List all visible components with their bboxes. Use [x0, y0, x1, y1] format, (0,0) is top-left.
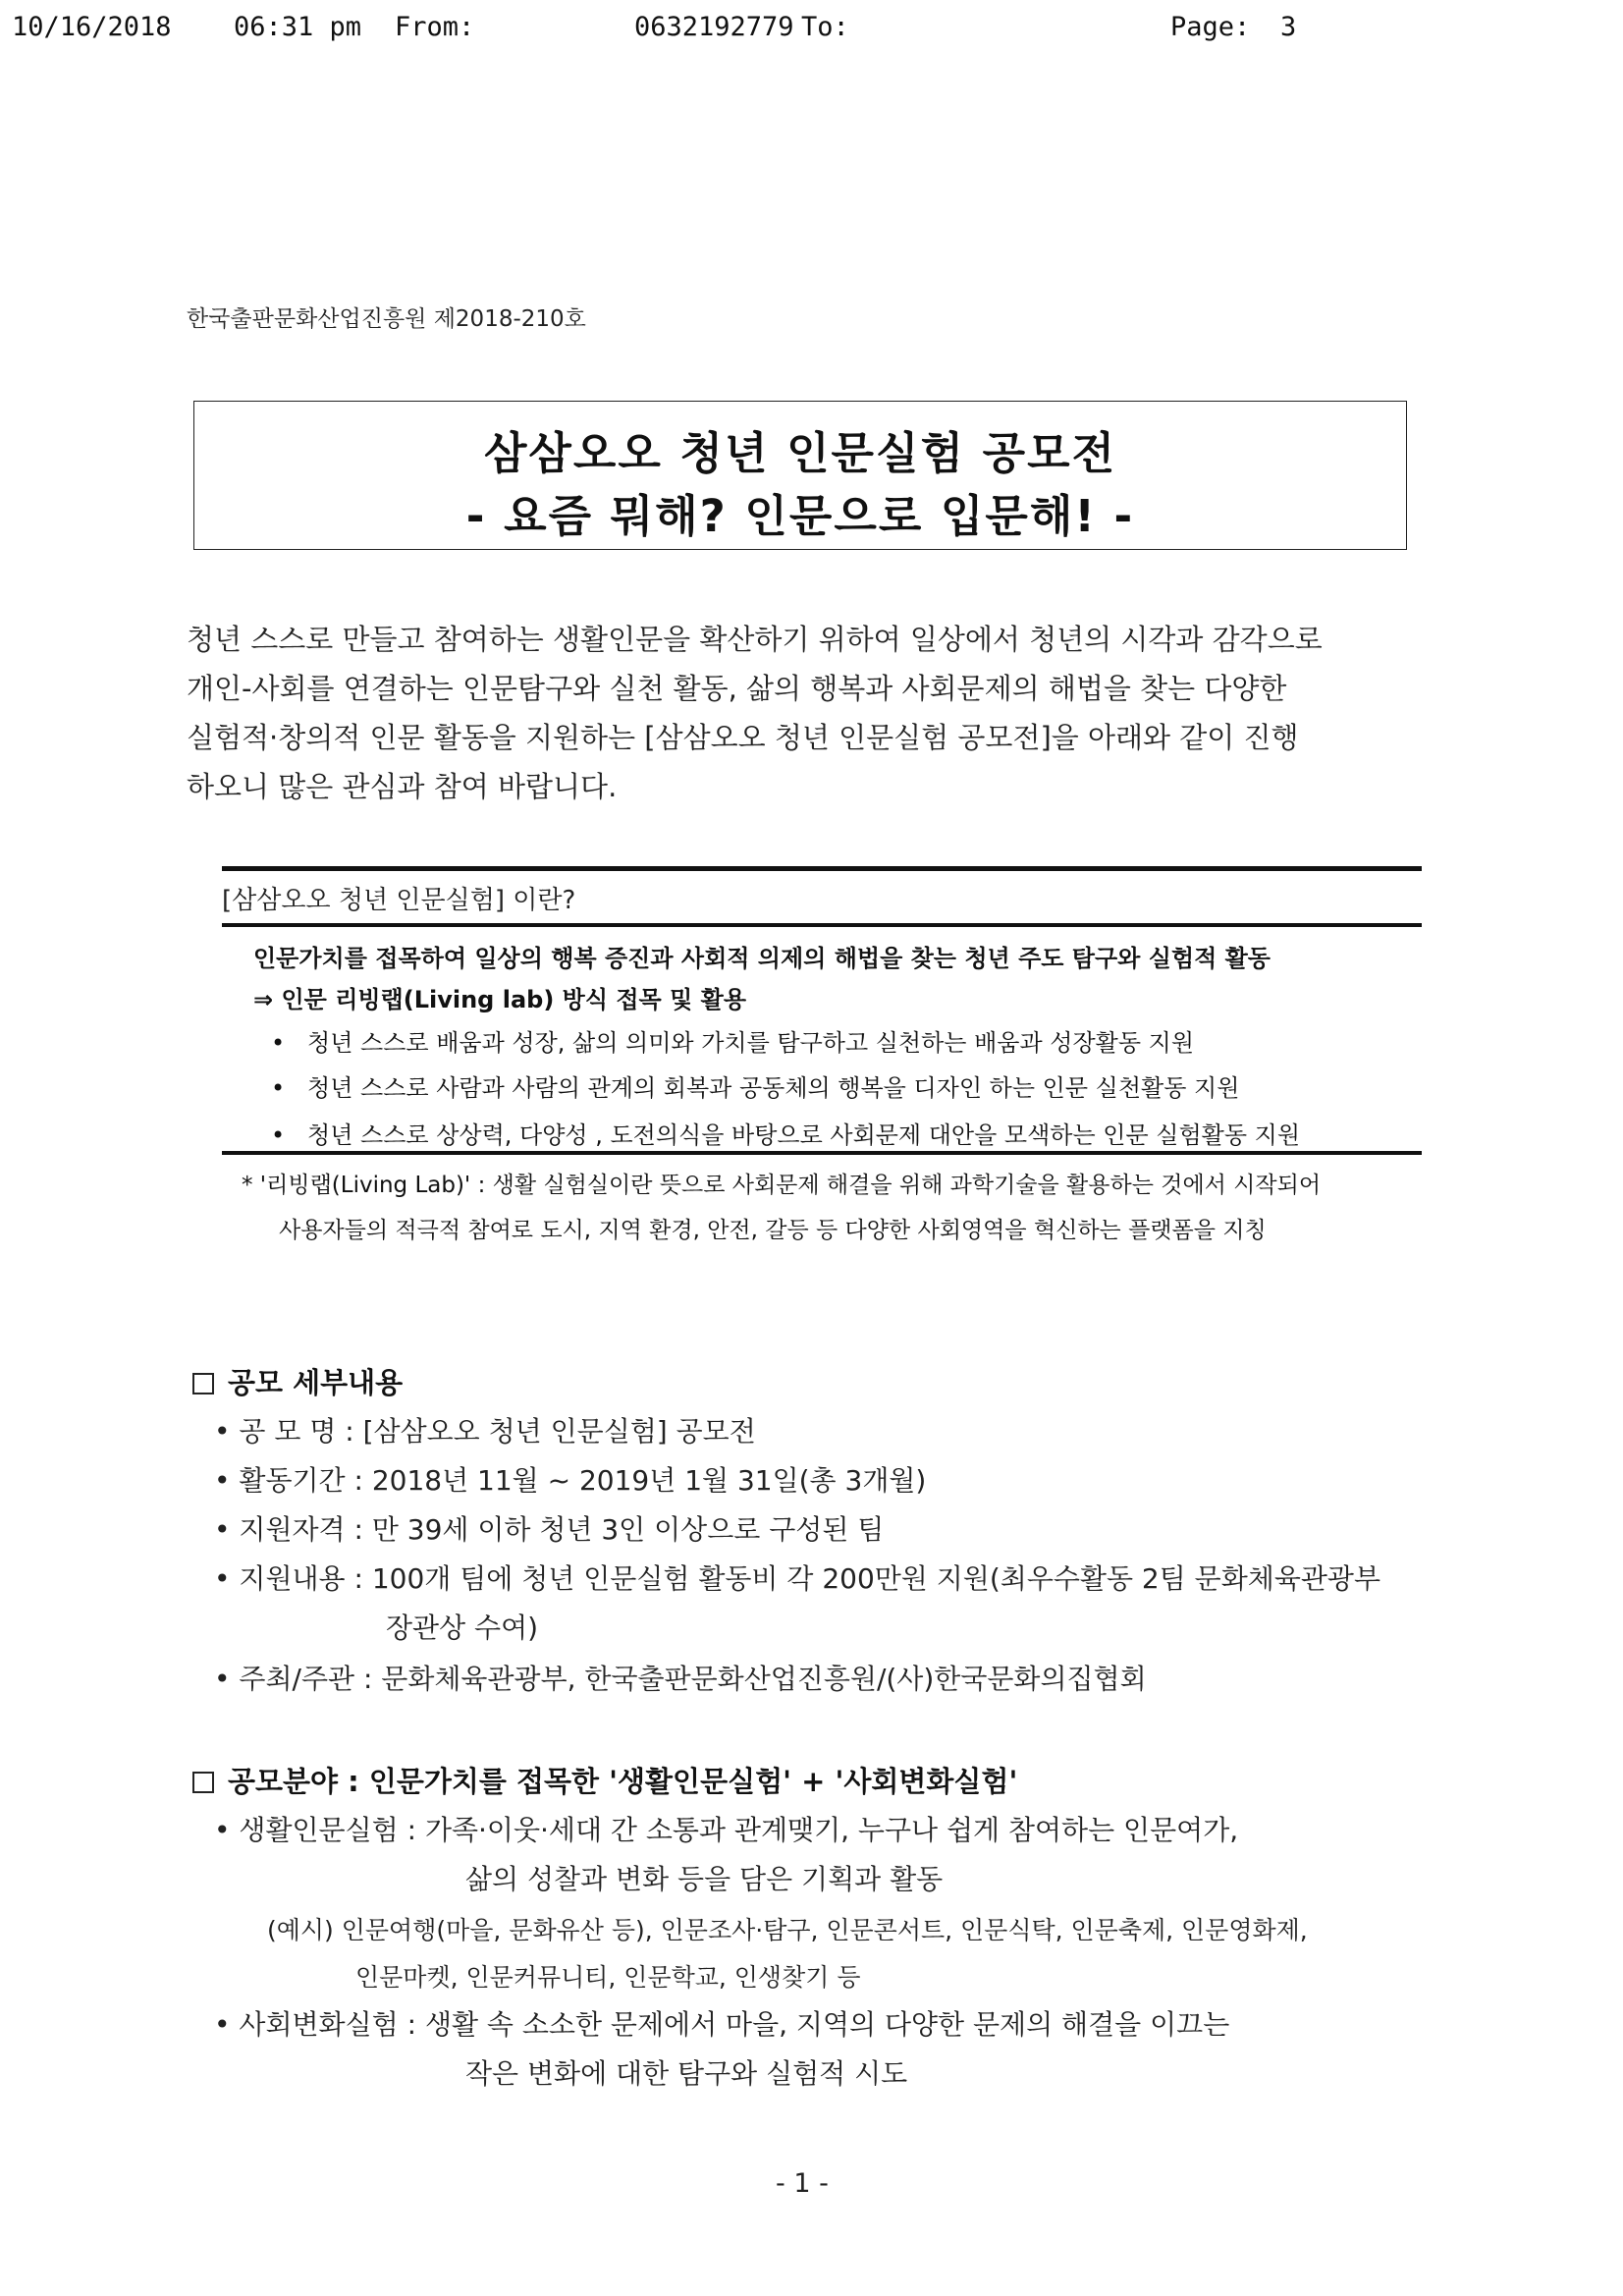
checkbox-icon [192, 1772, 214, 1793]
social-experiment-cont: 작은 변화에 대한 탐구와 실험적 시도 [465, 2057, 908, 2090]
fax-number: 0632192779 [634, 12, 794, 42]
whatis-label: [삼삼오오 청년 인문실험] 이란? [222, 886, 576, 915]
fax-to-label: To: [801, 12, 849, 42]
page-number: - 1 - [776, 2168, 829, 2199]
whatis-bullet-text: 청년 스스로 배움과 성장, 삶의 의미와 가치를 탐구하고 실천하는 배움과 성장활동 지원 [307, 1029, 1195, 1057]
details-heading [192, 1361, 403, 1401]
checkbox-icon [192, 1373, 214, 1394]
fax-date: 10/16/2018 [12, 12, 172, 42]
whatis-bullet-text: 청년 스스로 사람과 사람의 관계의 회복과 공동체의 행복을 디자인 하는 인문 실천활동 지원 [307, 1074, 1240, 1102]
whatis-definition: 인문가치를 접목하여 일상의 행복 증진과 사회적 의제의 해법을 찾는 청년 주도 탐구와 실험적 활동 [253, 945, 1271, 972]
detail-item: • 지원자격 : 만 39세 이하 청년 3인 이상으로 구성된 팀 [214, 1513, 885, 1546]
title-sub: - 요즘 뭐해? 인문으로 입문해! - [465, 490, 1135, 542]
example-list: (예시) 인문여행(마을, 문화유산 등), 인문조사·탐구, 인문콘서트, 인문식탁, 인문축제, 인문영화제, [267, 1916, 1308, 1944]
whatis-bullet-text: 청년 스스로 상상력, 다양성 , 도전의식을 바탕으로 사회문제 대안을 모색하는 인문 실험활동 지원 [307, 1121, 1301, 1149]
intro-line: 실험적·창의적 인문 활동을 지원하는 [삼삼오오 청년 인문실험 공모전]을 아래와 같이 진행 [187, 721, 1299, 754]
intro-paragraph [187, 615, 1419, 811]
whatis-top-rule [222, 866, 1422, 871]
whatis-method: ⇒ 인문 리빙랩(Living lab) 방식 접목 및 활용 [253, 986, 747, 1013]
whatis-mid-rule [222, 923, 1422, 927]
fax-header [0, 12, 1623, 51]
fields-heading [192, 1760, 1017, 1800]
details-heading-text: 공모 세부내용 [228, 1366, 404, 1399]
social-experiment: • 사회변화실험 : 생활 속 소소한 문제에서 마을, 지역의 다양한 문제의 해결을 이끄는 [214, 2008, 1230, 2041]
detail-item: • 활동기간 : 2018년 11월 ~ 2019년 1월 31일(총 3개월) [214, 1464, 927, 1497]
detail-item: • 공 모 명 : [삼삼오오 청년 인문실험] 공모전 [214, 1415, 756, 1448]
detail-item-cont: 장관상 수여) [386, 1612, 539, 1644]
whatis-bullet: • 청년 스스로 상상력, 다양성 , 도전의식을 바탕으로 사회문제 대안을 모색하는 인문 실험활동 지원 [271, 1121, 1301, 1149]
fields-heading-text: 공모분야 : 인문가치를 접목한 '생활인문실험' + '사회변화실험' [228, 1765, 1018, 1798]
life-experiment-cont: 삶의 성찰과 변화 등을 담은 기획과 활동 [465, 1863, 944, 1895]
whatis-bullet: • 청년 스스로 사람과 사람의 관계의 회복과 공동체의 행복을 디자인 하는 인문 실천활동 지원 [271, 1074, 1240, 1102]
detail-item: • 주최/주관 : 문화체육관광부, 한국출판문화산업진흥원/(사)한국문화의집협회 [214, 1663, 1147, 1695]
whatis-bullet: • 청년 스스로 배움과 성장, 삶의 의미와 가치를 탐구하고 실천하는 배움과 성장활동 지원 [271, 1029, 1195, 1057]
living-lab-note: * '리빙랩(Living Lab)' : 생활 실험실이란 뜻으로 사회문제 해결을 위해 과학기술을 활용하는 것에서 시작되어 [242, 1173, 1322, 1198]
fax-from-label: From: [395, 12, 475, 42]
fax-time: 06:31 pm [234, 12, 362, 42]
title-box [193, 401, 1407, 550]
intro-line: 청년 스스로 만들고 참여하는 생활인문을 확산하기 위하여 일상에서 청년의 시각과 감각으로 [187, 623, 1323, 656]
fax-page-label: Page: [1170, 12, 1251, 42]
document-number: 한국출판문화산업진흥원 제2018-210호 [187, 306, 586, 332]
intro-line: 하오니 많은 관심과 참여 바랍니다. [187, 770, 618, 803]
detail-item: • 지원내용 : 100개 팀에 청년 인문실험 활동비 각 200만원 지원(최우수활동 2팀 문화체육관광부 [214, 1562, 1381, 1595]
example-list-cont: 인문마켓, 인문커뮤니티, 인문학교, 인생찾기 등 [355, 1963, 861, 1992]
life-experiment: • 생활인문실험 : 가족·이웃·세대 간 소통과 관계맺기, 누구나 쉽게 참여하는 인문여가, [214, 1814, 1239, 1846]
living-lab-note-cont: 사용자들의 적극적 참여로 도시, 지역 환경, 안전, 갈등 등 다양한 사회영역을 혁신하는 플랫폼을 지칭 [279, 1218, 1267, 1243]
whatis-bottom-rule [222, 1151, 1422, 1155]
title-main: 삼삼오오 청년 인문실험 공모전 [483, 427, 1117, 479]
intro-line: 개인-사회를 연결하는 인문탐구와 실천 활동, 삶의 행복과 사회문제의 해법을 찾는 다양한 [187, 672, 1287, 705]
fax-page-value: 3 [1280, 12, 1297, 42]
